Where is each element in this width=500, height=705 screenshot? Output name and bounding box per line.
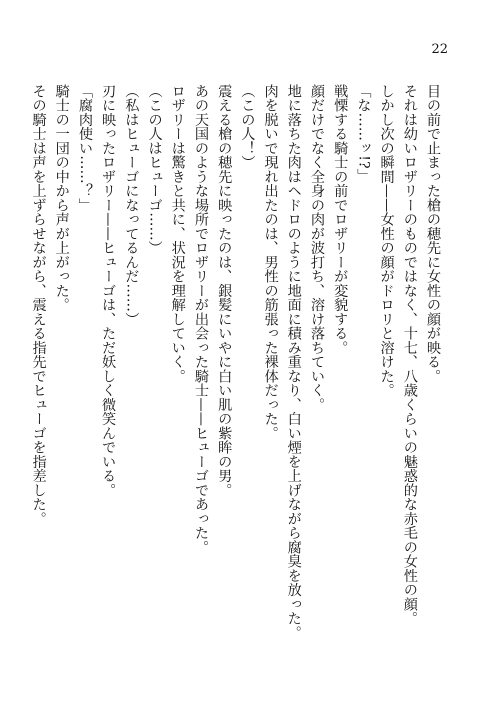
text-line: 「腐肉使い……？」 bbox=[76, 84, 93, 213]
text-line: その騎士は声を上ずらせながら、震える指先でヒューゴを指差した。 bbox=[30, 84, 47, 526]
text-line: 刃に映ったロザリー——ヒューゴは、ただ妖しく微笑んでいる。 bbox=[100, 84, 117, 498]
text-line: それは幼いロザリーのものではなく、十七、八歳くらいの魅惑的な赤毛の女性の顔。 bbox=[401, 84, 418, 626]
text-line: 騎士の一団の中から声が上がった。 bbox=[53, 84, 70, 312]
text-line: ロザリーは驚きと共に、状況を理解していく。 bbox=[169, 84, 186, 384]
text-line: 震える槍の穂先に映ったのは、銀髪にいやに白い肌の紫眸の男。 bbox=[216, 84, 233, 498]
text-line: 肉を脱いで現れ出たのは、男性の筋張った裸体だった。 bbox=[262, 84, 279, 441]
text-line: （この人はヒューゴ……） bbox=[146, 84, 163, 255]
text-line: 「な……ッ!?」 bbox=[355, 84, 372, 183]
text-line: 顔だけでなく全身の肉が波打ち、溶け落ちていく。 bbox=[308, 84, 325, 412]
text-line: あの天国のような場所でロザリーが出会った騎士——ヒューゴであった。 bbox=[192, 84, 209, 555]
text-line: 戦慄する騎士の前でロザリーが変貌する。 bbox=[332, 84, 349, 355]
text-line: 目の前で止まった槍の穂先に女性の顔が映る。 bbox=[425, 84, 441, 384]
text-line: しかし次の瞬間——女性の顔がドロリと溶けた。 bbox=[378, 84, 395, 398]
text-line: （この人！） bbox=[239, 84, 256, 170]
text-line: 地に落ちた肉はヘドロのように地面に積み重なり、白い煙を上げながら腐臭を放った。 bbox=[285, 84, 302, 640]
page-number: 22 bbox=[431, 42, 448, 57]
text-line: （私はヒューゴになってるんだ……） bbox=[123, 84, 140, 327]
body-text bbox=[26, 84, 444, 644]
